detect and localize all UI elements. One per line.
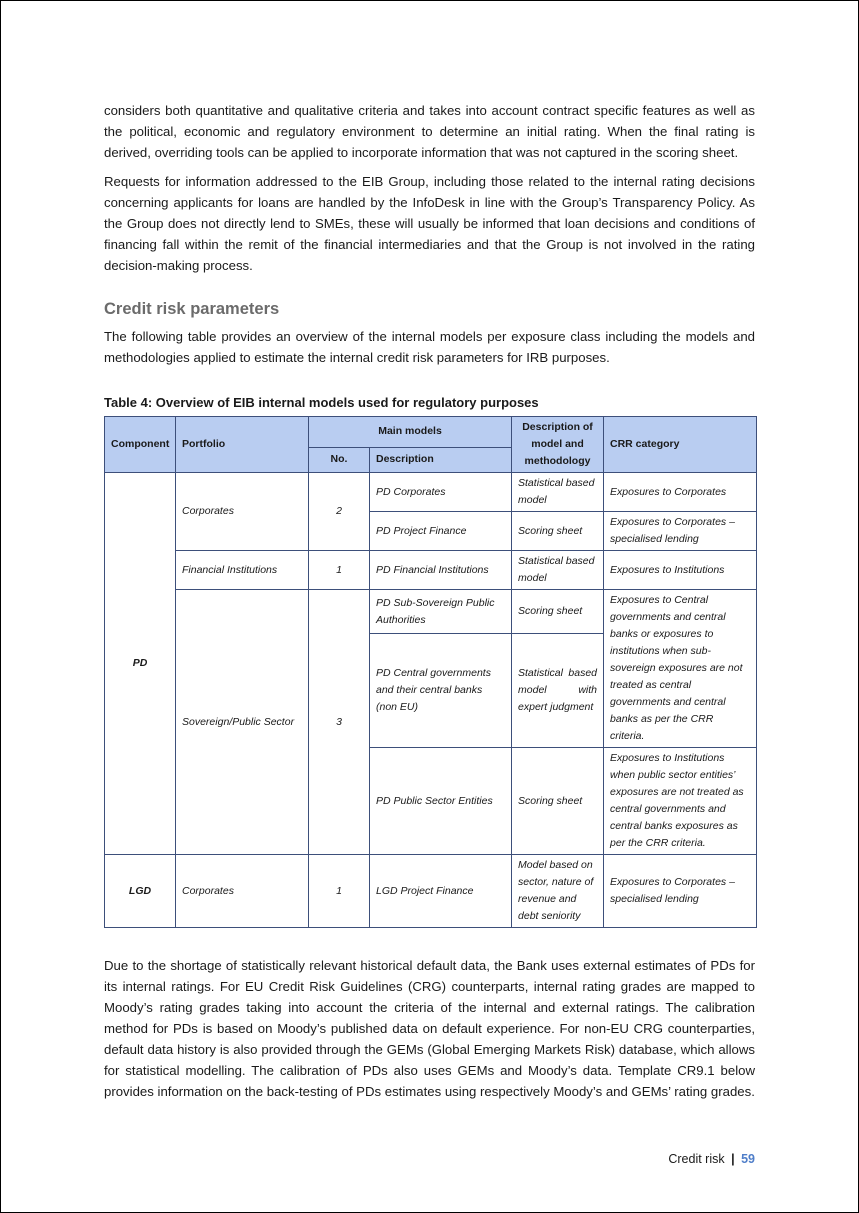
models-table — [104, 416, 757, 928]
table-row — [105, 590, 757, 634]
description-cell: PD Corporates — [370, 473, 512, 512]
footer-separator: | — [731, 1152, 735, 1166]
portfolio-financial-institutions: Financial Institutions — [176, 551, 309, 590]
crr-cell: Exposures to Corporates – specialised lending — [604, 512, 757, 551]
methodology-cell: Scoring sheet — [512, 590, 604, 634]
crr-cell: Exposures to Corporates — [604, 473, 757, 512]
paragraph-requests: Requests for information addressed to the EIB Group, including those related to the internal rating decisions concerning applicants for loans are handled by the InfoDesk in line with the Group’s Transparency Policy. As the Group does not directly lend to SMEs, these will usually be informed that loan decisions and conditions of financing fall within the remit of the financial intermediaries and that the Group is not involved in the rating decision-making process. — [104, 174, 755, 273]
header-main-models: Main models — [309, 417, 512, 448]
header-no: No. — [309, 447, 370, 472]
component-pd: PD — [105, 473, 176, 855]
description-cell: PD Sub-Sovereign Public Authorities — [370, 590, 512, 634]
paragraph-shortage: Due to the shortage of statistically relevant historical default data, the Bank uses external estimates of PDs for its internal ratings. For EU Credit Risk Guidelines (CRG) counterparts, internal rating grades are mapped to Moody’s rating grades taking into account the criteria of the internal and external ratings. The calibration method for PDs is based on Moody’s published data on default experience. For non-EU CRG counterparties, default data history is also provided through the GEMs (Global Emerging Markets Risk) database, which allows for statistical modelling. The calibration of PDs also uses GEMs and Moody’s data. Template CR9.1 below provides information on the back-testing of PDs estimates using respectively Moody’s and GEMs’ rating grades. — [104, 958, 755, 1099]
footer-section: Credit risk — [668, 1152, 725, 1166]
header-portfolio: Portfolio — [176, 417, 309, 473]
crr-cell: Exposures to Institutions when public sector entities’ exposures are not treated as central governments and central banks exposures as per the CRR criteria. — [604, 748, 757, 855]
description-cell: PD Central governments and their central banks (non EU) — [370, 634, 512, 748]
header-component: Component — [105, 417, 176, 473]
paragraph-overview: The following table provides an overview of the internal models per exposure class including the models and methodologies applied to estimate the internal credit risk parameters for IRB purposes. — [104, 329, 755, 365]
crr-cell: Exposures to Institutions — [604, 551, 757, 590]
methodology-cell: Statistical based model with expert judgment — [512, 634, 604, 748]
methodology-cell: Model based on sector, nature of revenue and debt seniority — [512, 855, 604, 928]
header-methodology: Description of model and methodology — [512, 417, 604, 473]
description-cell: LGD Project Finance — [370, 855, 512, 928]
description-cell: PD Financial Institutions — [370, 551, 512, 590]
description-cell: PD Public Sector Entities — [370, 748, 512, 855]
portfolio-sovereign: Sovereign/Public Sector — [176, 590, 309, 855]
document-body — [104, 100, 755, 1102]
portfolio-lgd-corporates: Corporates — [176, 855, 309, 928]
crr-cell: Exposures to Central governments and central banks or exposures to institutions when sub-sovereign exposures are not treated as central governments and central banks as per the CRR criteria. — [604, 590, 757, 748]
description-cell: PD Project Finance — [370, 512, 512, 551]
table-caption: Table 4: Overview of EIB internal models used for regulatory purposes — [104, 395, 539, 410]
component-lgd: LGD — [105, 855, 176, 928]
header-crr-category: CRR category — [604, 417, 757, 473]
header-description: Description — [370, 447, 512, 472]
no-corporates: 2 — [309, 473, 370, 551]
methodology-cell: Statistical based model — [512, 551, 604, 590]
no-financial-institutions: 1 — [309, 551, 370, 590]
no-lgd: 1 — [309, 855, 370, 928]
crr-cell: Exposures to Corporates – specialised lending — [604, 855, 757, 928]
page-footer — [668, 1152, 755, 1166]
table-row — [105, 473, 757, 512]
methodology-cell: Scoring sheet — [512, 512, 604, 551]
table-row — [105, 855, 757, 928]
table-row — [105, 551, 757, 590]
portfolio-corporates: Corporates — [176, 473, 309, 551]
no-sovereign: 3 — [309, 590, 370, 855]
paragraph-intro: considers both quantitative and qualitative criteria and takes into account contract specific features as well as the political, economic and regulatory environment to determine an initial rating. When the final rating is derived, overriding tools can be applied to incorporate information that was not captured in the scoring sheet. — [104, 103, 755, 160]
page-number: 59 — [741, 1152, 755, 1166]
section-heading: Credit risk parameters — [104, 300, 280, 318]
methodology-cell: Statistical based model — [512, 473, 604, 512]
methodology-cell: Scoring sheet — [512, 748, 604, 855]
